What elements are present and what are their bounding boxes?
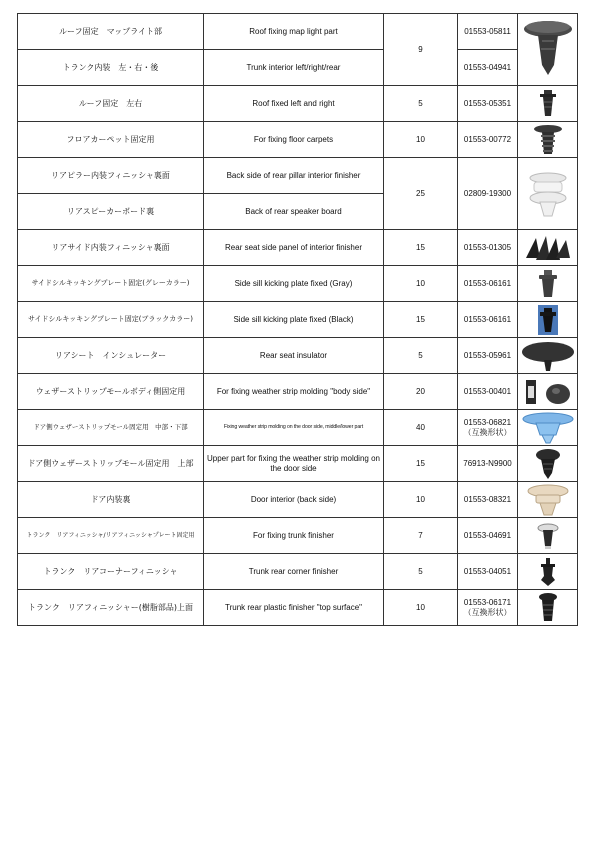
quantity: 5: [384, 554, 458, 590]
plastic-clip-icon: [520, 17, 576, 83]
part-image: [518, 446, 578, 482]
table-row: [18, 302, 578, 338]
quantity: 15: [384, 446, 458, 482]
quantity: 5: [384, 86, 458, 122]
table-row: [18, 14, 578, 50]
part-number: 01553-00401: [458, 374, 518, 410]
location-en: Roof fixing map light part: [204, 14, 384, 50]
table-row: [18, 590, 578, 626]
blue-clip-icon: [520, 411, 576, 445]
part-image: [518, 122, 578, 158]
location-en: For fixing trunk finisher: [204, 518, 384, 554]
part-number: 01553-08321: [458, 482, 518, 518]
table-row: [18, 230, 578, 266]
part-number: 01553-01305: [458, 230, 518, 266]
fin-clip-icon: [522, 232, 574, 264]
location-ja: トランク リアフィニッシャー(樹脂部品)上面: [18, 590, 204, 626]
quantity: 10: [384, 590, 458, 626]
quantity: 15: [384, 302, 458, 338]
quantity: 10: [384, 266, 458, 302]
location-en: For fixing weather strip molding "body side": [204, 374, 384, 410]
location-ja: トランク リアフィニッシャ/リアフィニッシャプレート固定用: [18, 518, 204, 554]
location-ja: ドア内装裏: [18, 482, 204, 518]
part-image: [518, 338, 578, 374]
location-en: For fixing floor carpets: [204, 122, 384, 158]
part-number-note: （互換形状）: [463, 427, 512, 437]
tall-push-clip-icon: [530, 591, 566, 625]
part-number-value: 01553-06171: [463, 597, 512, 607]
table-row: [18, 482, 578, 518]
part-number: 01553-04691: [458, 518, 518, 554]
part-image: [518, 302, 578, 338]
part-image: [518, 554, 578, 590]
quantity: 7: [384, 518, 458, 554]
dark-clip-icon: [528, 447, 568, 481]
quantity: 10: [384, 482, 458, 518]
part-image: [518, 158, 578, 230]
quantity: 25: [384, 158, 458, 230]
location-en: Trunk rear corner finisher: [204, 554, 384, 590]
table-row: [18, 86, 578, 122]
location-en: Fixing weather strip molding on the door side, middle/lower part: [204, 410, 384, 446]
location-en: Roof fixed left and right: [204, 86, 384, 122]
location-en: Back of rear speaker board: [204, 194, 384, 230]
location-en: Side sill kicking plate fixed (Gray): [204, 266, 384, 302]
white-grommet-clip-icon: [522, 168, 574, 220]
location-ja: リアシート インシュレーター: [18, 338, 204, 374]
push-pin-clip-icon: [528, 88, 568, 120]
molding-clip-icon: [520, 376, 576, 408]
part-number: 01553-05961: [458, 338, 518, 374]
quantity: 40: [384, 410, 458, 446]
small-push-clip-icon: [528, 520, 568, 552]
part-number: 01553-05811: [458, 14, 518, 50]
table-row: [18, 158, 578, 194]
quantity: 10: [384, 122, 458, 158]
location-ja: サイドシルキッキングプレート固定(ブラックカラー): [18, 302, 204, 338]
part-image: [518, 86, 578, 122]
location-ja: トランク内装 左・右・後: [18, 50, 204, 86]
table-row: [18, 410, 578, 446]
location-ja: ドア側ウェザーストリップモール固定用 中部・下部: [18, 410, 204, 446]
part-number: 02809-19300: [458, 158, 518, 230]
part-image: [518, 518, 578, 554]
table-row: [18, 518, 578, 554]
table-row: [18, 338, 578, 374]
table-row: [18, 122, 578, 158]
location-ja: リアピラー内装フィニッシャ裏面: [18, 158, 204, 194]
table-row: [18, 554, 578, 590]
quantity: 9: [384, 14, 458, 86]
part-image: [518, 230, 578, 266]
location-ja: ドア側ウェザーストリップモール固定用 上部: [18, 446, 204, 482]
quantity: 15: [384, 230, 458, 266]
location-ja: サイドシルキッキングプレート固定(グレーカラー): [18, 266, 204, 302]
table-row: [18, 446, 578, 482]
location-en: Rear seat side panel of interior finisher: [204, 230, 384, 266]
part-number: 76913-N9900: [458, 446, 518, 482]
location-en: Rear seat insulator: [204, 338, 384, 374]
part-number-value: 01553-06821: [463, 417, 512, 427]
location-ja: リアサイド内装フィニッシャ裏面: [18, 230, 204, 266]
part-image: [518, 482, 578, 518]
part-number: 01553-06161: [458, 266, 518, 302]
part-number-note: （互換形状）: [463, 607, 512, 617]
location-en: Upper part for fixing the weather strip molding on the door side: [204, 446, 384, 482]
part-number: 01553-05351: [458, 86, 518, 122]
location-ja: トランク リアコーナーフィニッシャ: [18, 554, 204, 590]
part-image: [518, 410, 578, 446]
gray-push-clip-icon: [530, 268, 566, 300]
quantity: 5: [384, 338, 458, 374]
part-number: [458, 410, 518, 446]
beige-clip-icon: [522, 483, 574, 517]
location-ja: フロアカーペット固定用: [18, 122, 204, 158]
part-image: [518, 590, 578, 626]
table-row: [18, 374, 578, 410]
part-image: [518, 14, 578, 86]
quantity: 20: [384, 374, 458, 410]
black-push-clip-icon: [530, 304, 566, 336]
part-number: 01553-04941: [458, 50, 518, 86]
tree-clip-icon: [526, 123, 570, 157]
location-ja: ウェザーストリップモールボディ側固定用: [18, 374, 204, 410]
part-number: [458, 590, 518, 626]
part-number: 01553-00772: [458, 122, 518, 158]
table-row: [18, 266, 578, 302]
part-number: 01553-04051: [458, 554, 518, 590]
location-ja: ルーフ固定 マップライト部: [18, 14, 204, 50]
rivet-clip-icon: [530, 556, 566, 588]
location-en: Back side of rear pillar interior finisher: [204, 158, 384, 194]
part-number: 01553-06161: [458, 302, 518, 338]
part-image: [518, 374, 578, 410]
location-en: Trunk rear plastic finisher "top surface": [204, 590, 384, 626]
location-en: Side sill kicking plate fixed (Black): [204, 302, 384, 338]
location-ja: ルーフ固定 左右: [18, 86, 204, 122]
parts-table: [17, 13, 578, 626]
part-image: [518, 266, 578, 302]
location-en: Door interior (back side): [204, 482, 384, 518]
location-en: Trunk interior left/right/rear: [204, 50, 384, 86]
table-row: [18, 50, 578, 86]
large-head-clip-icon: [520, 340, 576, 372]
location-ja: リアスピーカーボード裏: [18, 194, 204, 230]
